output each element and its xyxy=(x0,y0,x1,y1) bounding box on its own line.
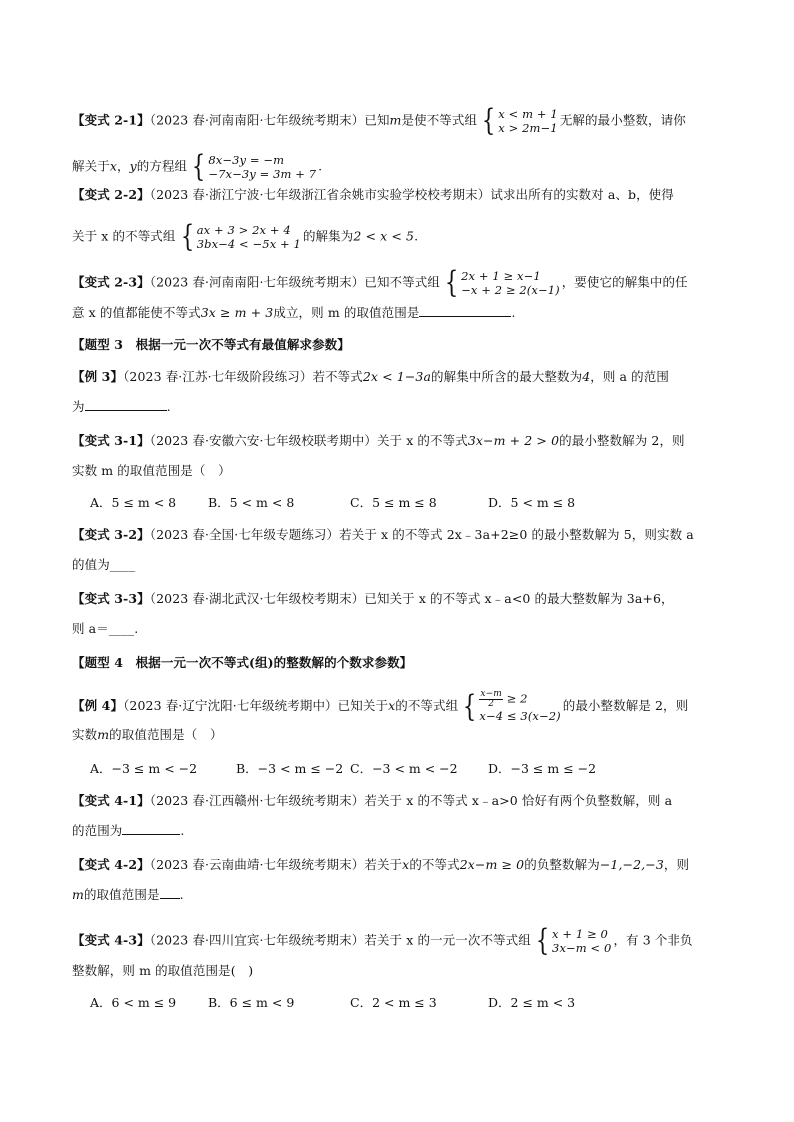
fraction-denominator: 2 xyxy=(488,699,495,709)
text: 解关于 xyxy=(72,158,110,174)
math-number: 4 xyxy=(582,369,591,384)
system-row: −7x−3y = 3m + 7 xyxy=(208,167,317,181)
system-row: −x + 2 ≥ 2(x−1) xyxy=(461,283,560,297)
variant-4-1-line-1 xyxy=(72,792,672,810)
text: 已知 xyxy=(364,112,390,128)
source: （2023 春·安徽六安·七年级校联考期中） xyxy=(149,433,377,448)
text: 的不等式组 xyxy=(395,698,459,713)
example-3-line-1 xyxy=(72,368,669,386)
answer-blank[interactable] xyxy=(85,398,167,411)
inequality-system: { $\frac{x-m}{2}$ ≥ 2 x−4 ≤ 3(x−2) xyxy=(463,688,561,724)
variant-label: 【变式 2-3】 xyxy=(72,274,150,290)
system-row: x < m + 1 xyxy=(498,107,558,121)
text: ， xyxy=(116,158,130,174)
variant-label: 【变式 4-1】 xyxy=(72,793,150,808)
text: 若关于 x 的不等式 x﹣a>0 恰好有两个负整数解，则 a xyxy=(364,793,673,808)
variant-4-3-line-1 xyxy=(72,923,693,958)
text: 的方程组 xyxy=(136,158,188,174)
text: 的最小整数解是 2，则 xyxy=(562,698,689,713)
option-d[interactable]: D．2 ≤ m < 3 xyxy=(488,995,576,1010)
text: 的解集中所含的最大整数为 xyxy=(431,369,583,384)
source: （2023 春·湖北武汉·七年级校考期末） xyxy=(149,591,365,606)
variant-label: 【变式 2-2】 xyxy=(72,187,150,202)
text: 成立，则 m 的取值范围是 xyxy=(273,305,420,320)
system-row: ax + 3 > 2x + 4 xyxy=(196,223,291,237)
text: 若关于 xyxy=(364,857,403,872)
inequality-system: { 2x + 1 ≥ x−1 −x + 2 ≥ 2(x−1) xyxy=(444,265,560,300)
variant-label: 【变式 2-1】 xyxy=(72,112,150,128)
text: 关于 x 的不等式 xyxy=(376,433,468,448)
section-title-type-3: 【题型 3 根据一元一次不等式有最值解求参数】 xyxy=(72,337,350,352)
option-b[interactable]: B．−3 < m ≤ −2 xyxy=(236,761,344,776)
options-4-3 xyxy=(90,994,575,1012)
example-3-line-2 xyxy=(72,398,171,416)
math-expression: 3x ≥ m + 3 xyxy=(200,305,274,320)
text: ≥ 2 xyxy=(506,691,528,706)
example-label: 【例 3】 xyxy=(72,369,124,384)
variant-3-3-line-1 xyxy=(72,590,674,608)
option-c[interactable]: C．2 < m ≤ 3 xyxy=(350,995,437,1010)
text: 实数 xyxy=(72,727,98,742)
section-title-type-4: 【题型 4 根据一元一次不等式(组)的整数解的个数求参数】 xyxy=(72,655,413,670)
variant-2-3-line-1 xyxy=(72,265,688,300)
option-a[interactable]: A．−3 ≤ m < −2 xyxy=(90,761,198,776)
text: . xyxy=(179,887,184,902)
system-row: 2x + 1 ≥ x−1 xyxy=(461,269,541,283)
variant-3-3-line-2: 则 a＝____. xyxy=(72,621,139,636)
system-row xyxy=(479,690,560,709)
text: 的取值范围是（ ） xyxy=(109,727,223,742)
variant-2-2-line-2 xyxy=(72,219,419,254)
option-a[interactable]: A．5 ≤ m < 8 xyxy=(90,495,177,510)
system-row: 3x−m < 0 xyxy=(552,941,612,955)
fraction-numerator: x−m xyxy=(480,689,502,699)
math-var: x xyxy=(402,857,410,872)
system-row: x + 1 ≥ 0 xyxy=(552,927,608,941)
source: （2023 春·河南南阳·七年级统考期末） xyxy=(149,112,365,128)
math-var: x xyxy=(388,698,396,713)
variant-2-1-line-2 xyxy=(72,149,323,184)
variant-3-2-line-2: 的值为____ xyxy=(72,557,136,572)
variant-4-3-line-2: 整数解，则 m 的取值范围是( ) xyxy=(72,963,254,978)
math-expression: 3x−m + 2 > 0 xyxy=(467,433,560,448)
option-b[interactable]: B．5 < m < 8 xyxy=(208,495,295,510)
text: 为 xyxy=(72,399,85,414)
source: （2023 春·浙江宁波·七年级浙江省余姚市实验学校校考期末） xyxy=(149,187,491,202)
variant-label: 【变式 3-1】 xyxy=(72,433,150,448)
system-row: 8x−3y = −m xyxy=(208,153,285,167)
text: 已知关于 xyxy=(337,698,389,713)
variant-4-2-line-2 xyxy=(72,886,184,904)
text: 关于 x 的不等式组 xyxy=(72,228,176,244)
inequality-system: { ax + 3 > 2x + 4 3bx−4 < −5x + 1 xyxy=(180,219,301,254)
text: 若关于 x 的不等式 2x﹣3a+2≥0 的最小整数解为 5，则实数 a xyxy=(339,527,694,542)
text: 已知关于 x 的不等式 x﹣a<0 的最大整数解为 3a+6， xyxy=(364,591,674,606)
text: 若关于 x 的一元一次不等式组 xyxy=(364,932,531,948)
options-3-1 xyxy=(90,494,575,512)
text: 无解的最小整数，请你 xyxy=(559,112,686,128)
text: 的解集为 xyxy=(302,228,354,244)
text: 试求出所有的实数对 a、b，使得 xyxy=(490,187,674,202)
system-row: 3bx−4 < −5x + 1 xyxy=(196,237,301,251)
option-c[interactable]: C．−3 < m < −2 xyxy=(350,761,458,776)
inequality-system: { x < m + 1 x > 2m−1 xyxy=(481,103,558,138)
text: 的取值范围是 xyxy=(83,887,160,902)
math-var: m xyxy=(72,887,84,902)
math-expression: 2 < x < 5 xyxy=(353,228,415,244)
variant-label: 【变式 3-2】 xyxy=(72,527,150,542)
text: 是使不等式组 xyxy=(401,112,478,128)
source: （2023 春·四川宜宾·七年级统考期末） xyxy=(149,932,365,948)
variant-3-1-line-2: 实数 m 的取值范围是（ ） xyxy=(72,463,231,478)
option-a[interactable]: A．6 < m ≤ 9 xyxy=(90,995,177,1010)
example-label: 【例 4】 xyxy=(72,698,124,713)
text: ，则 a 的范围 xyxy=(590,369,669,384)
text: 已知不等式组 xyxy=(364,274,440,290)
system-row: x > 2m−1 xyxy=(498,121,558,135)
math-var: y xyxy=(129,158,137,174)
example-4-line-2 xyxy=(72,726,223,744)
variant-3-1-line-1 xyxy=(72,432,685,450)
variant-2-3-line-2 xyxy=(72,304,516,322)
option-d[interactable]: D．5 < m ≤ 8 xyxy=(488,495,576,510)
source: （2023 春·云南曲靖·七年级统考期末） xyxy=(149,857,365,872)
answer-blank[interactable] xyxy=(160,886,180,899)
fraction xyxy=(479,690,502,709)
text: . xyxy=(180,823,185,838)
equation-system: { 8x−3y = −m −7x−3y = 3m + 7 xyxy=(192,149,317,184)
source: （2023 春·河南南阳·七年级统考期末） xyxy=(149,274,365,290)
variant-2-1-line-1 xyxy=(72,103,686,138)
text: ，则 xyxy=(663,857,690,872)
source: （2023 春·江西赣州·七年级统考期末） xyxy=(149,793,365,808)
text: . xyxy=(166,399,171,414)
source: （2023 春·全国·七年级专题练习） xyxy=(149,527,340,542)
variant-2-2-line-1 xyxy=(72,186,674,204)
math-var: m xyxy=(97,727,110,742)
variant-3-2-line-1 xyxy=(72,526,694,544)
source: （2023 春·辽宁沈阳·七年级统考期中） xyxy=(123,698,338,713)
option-b[interactable]: B．6 ≤ m < 9 xyxy=(208,995,295,1010)
text: 意 x 的值都能使不等式 xyxy=(72,305,201,320)
text: 的范围为 xyxy=(72,823,123,838)
inequality-system: { x + 1 ≥ 0 3x−m < 0 xyxy=(535,923,612,958)
text: . xyxy=(414,228,419,244)
options-ex-4 xyxy=(90,760,596,778)
text: 的负整数解为 xyxy=(524,857,600,872)
math-expression: 2x < 1−3a xyxy=(362,369,432,384)
variant-label: 【变式 4-2】 xyxy=(72,857,150,872)
option-c[interactable]: C．5 ≤ m ≤ 8 xyxy=(350,495,437,510)
variant-label: 【变式 3-3】 xyxy=(72,591,150,606)
math-var: x xyxy=(109,158,117,174)
answer-blank[interactable] xyxy=(419,304,511,317)
math-var: m xyxy=(389,112,402,128)
example-4-line-1 xyxy=(72,690,688,723)
variant-4-2-line-1 xyxy=(72,856,689,874)
text: ，要使它的解集中的任 xyxy=(561,274,688,290)
system-row: x−4 ≤ 3(x−2) xyxy=(479,709,561,723)
option-d[interactable]: D．−3 ≤ m ≤ −2 xyxy=(488,761,597,776)
text: 的不等式 xyxy=(409,857,460,872)
text: . xyxy=(318,158,323,174)
variant-4-1-line-2 xyxy=(72,822,184,840)
text: 若不等式 xyxy=(312,369,363,384)
variant-label: 【变式 4-3】 xyxy=(72,932,150,948)
source: （2023 春·江苏·七年级阶段练习） xyxy=(123,369,313,384)
answer-blank[interactable] xyxy=(122,822,180,835)
text: 的最小整数解为 2，则 xyxy=(559,433,685,448)
math-expression: 2x−m ≥ 0 xyxy=(459,857,525,872)
math-expression: −1,−2,−3 xyxy=(599,857,664,872)
text: . xyxy=(511,305,516,320)
text: ，有 3 个非负 xyxy=(613,932,693,948)
